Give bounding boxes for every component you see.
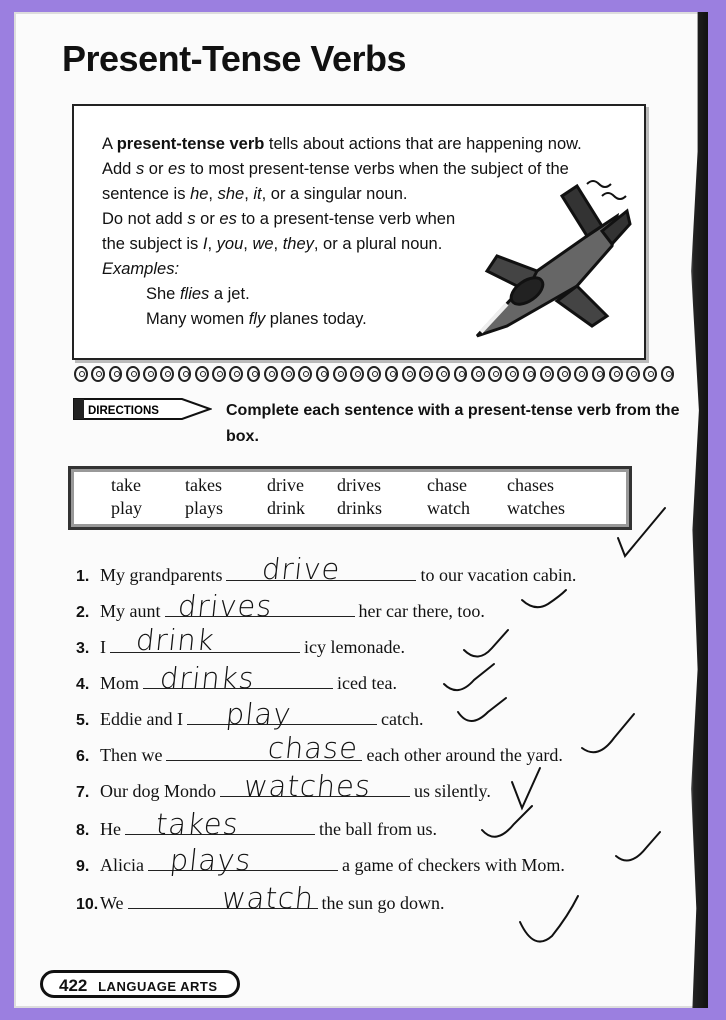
decorative-circle: [109, 366, 123, 382]
sentence-end: iced tea.: [337, 673, 397, 693]
word-box-word: drink: [267, 498, 305, 518]
handwritten-answer: chase: [266, 731, 360, 765]
decorative-circle: [178, 366, 192, 382]
word-box-word: take: [111, 475, 141, 495]
decorative-circle: [333, 366, 347, 382]
decorative-circle: [126, 366, 140, 382]
decorative-circle: [609, 366, 623, 382]
sentence-number: 10.: [76, 896, 99, 913]
directions-text: Complete each sentence with a present-tense verb from the box.: [226, 402, 680, 445]
sentence-number: 1.: [76, 568, 90, 585]
sentence-end: each other around the yard.: [366, 745, 563, 765]
word-box-word: takes: [185, 475, 222, 495]
decorative-circle: [592, 366, 606, 382]
decorative-circle: [229, 366, 243, 382]
sentence-end: a game of checkers with Mom.: [341, 855, 565, 875]
jet-illustration: [467, 176, 632, 346]
decorative-circle: [160, 366, 174, 382]
examples-label: Examples:: [102, 260, 180, 278]
handwritten-answer: watches: [242, 769, 373, 803]
handwritten-answer: plays: [168, 843, 254, 877]
sentence-number: 6.: [76, 748, 90, 765]
decorative-circle: [661, 366, 675, 382]
sentence-start: My grandparents: [100, 565, 223, 585]
word-box-word: plays: [185, 498, 223, 518]
word-box-word: chase: [427, 475, 467, 495]
decorative-circle: [505, 366, 519, 382]
decorative-circle: [523, 366, 537, 382]
example-1: She flies a jet.: [146, 285, 250, 303]
sentence-row: [76, 852, 565, 876]
decorative-circle: [574, 366, 588, 382]
decorative-circle: [540, 366, 554, 382]
decorative-circle: [643, 366, 657, 382]
decorative-circle: [419, 366, 433, 382]
word-box-word: drives: [337, 475, 381, 495]
sentence-number: 4.: [76, 676, 90, 693]
sentence-number: 3.: [76, 640, 90, 657]
handwritten-answer: takes: [154, 807, 241, 841]
decorative-circle: [298, 366, 312, 382]
word-box-word: watch: [427, 498, 470, 518]
sentence-start: He: [100, 819, 121, 839]
decorative-circle: [195, 366, 209, 382]
sentence-end: to our vacation cabin.: [420, 565, 577, 585]
rule-box: [72, 104, 646, 360]
sentence-start: Then we: [100, 745, 163, 765]
sentence-start: I: [100, 637, 106, 657]
page-number: 422: [59, 976, 88, 995]
decorative-circle: [247, 366, 261, 382]
decorative-circle: [74, 366, 88, 382]
decorative-circle: [488, 366, 502, 382]
decorative-circle: [471, 366, 485, 382]
rule-text: A present-tense verb tells about actions that are happening now. Add s or es to most present-tense verbs when the subject of the sentence is he, she, it, or a singular noun. Do not add s or es to a present-tense verb when the subject is I, you, we, they, or a plural noun. Examples: She flies a jet. Many women fly planes today.: [102, 132, 612, 332]
decorative-circle: [367, 366, 381, 382]
decorative-circle: [626, 366, 640, 382]
decorative-circle: [350, 366, 364, 382]
decorative-circle: [385, 366, 399, 382]
sentence-number: 5.: [76, 712, 90, 729]
section-name: LANGUAGE ARTS: [98, 979, 218, 994]
sentence-number: 7.: [76, 784, 90, 801]
sentence-end: catch.: [380, 709, 424, 729]
sentence-row: [76, 634, 405, 658]
sentence-end: the sun go down.: [321, 893, 445, 913]
word-box-word: chases: [507, 475, 554, 495]
handwritten-answer: play: [224, 697, 294, 731]
sentence-row: [76, 598, 485, 622]
decorative-circle: [316, 366, 330, 382]
decorative-circle: [436, 366, 450, 382]
handwritten-answer: watch: [220, 881, 317, 915]
sentence-end: icy lemonade.: [304, 637, 405, 657]
sentence-start: Our dog Mondo: [100, 781, 216, 801]
word-grid: [111, 475, 587, 519]
sentence-number: 8.: [76, 822, 90, 839]
sentence-number: 9.: [76, 858, 90, 875]
word-box-word: play: [111, 498, 142, 518]
sentence-start: Mom: [100, 673, 140, 693]
sentence-end: her car there, too.: [358, 601, 485, 621]
directions-tag: [72, 396, 212, 422]
sentence-end: the ball from us.: [319, 819, 437, 839]
directions-label: DIRECTIONS: [88, 405, 159, 417]
word-box-word: drinks: [337, 498, 382, 518]
handwritten-answer: drink: [134, 623, 217, 657]
decorative-circle: [454, 366, 468, 382]
decorative-circle: [212, 366, 226, 382]
decorative-circle: [402, 366, 416, 382]
sentence-start: Eddie and I: [100, 709, 183, 729]
sentence-number: 2.: [76, 604, 90, 621]
sentence-start: Alicia: [100, 855, 144, 875]
page-title: Present-Tense Verbs: [62, 38, 406, 79]
decorative-circle: [143, 366, 157, 382]
word-box: [68, 466, 632, 530]
handwritten-answer: drives: [176, 589, 275, 623]
sentence-end: us silently.: [414, 781, 491, 801]
page-footer: [40, 970, 240, 998]
decorative-circle: [557, 366, 571, 382]
torn-edge: [682, 12, 708, 1008]
sentence-start: We: [100, 893, 124, 913]
handwritten-answer: drive: [260, 552, 343, 586]
word-box-word: watches: [507, 498, 565, 518]
decorative-circle-row: [74, 366, 674, 384]
sentence-row: [76, 816, 437, 840]
decorative-circle: [281, 366, 295, 382]
word-box-word: drive: [267, 475, 304, 495]
handwritten-answer: drinks: [158, 661, 257, 695]
example-2: Many women fly planes today.: [146, 310, 367, 328]
decorative-circle: [264, 366, 278, 382]
sentence-start: My aunt: [100, 601, 161, 621]
decorative-circle: [91, 366, 105, 382]
